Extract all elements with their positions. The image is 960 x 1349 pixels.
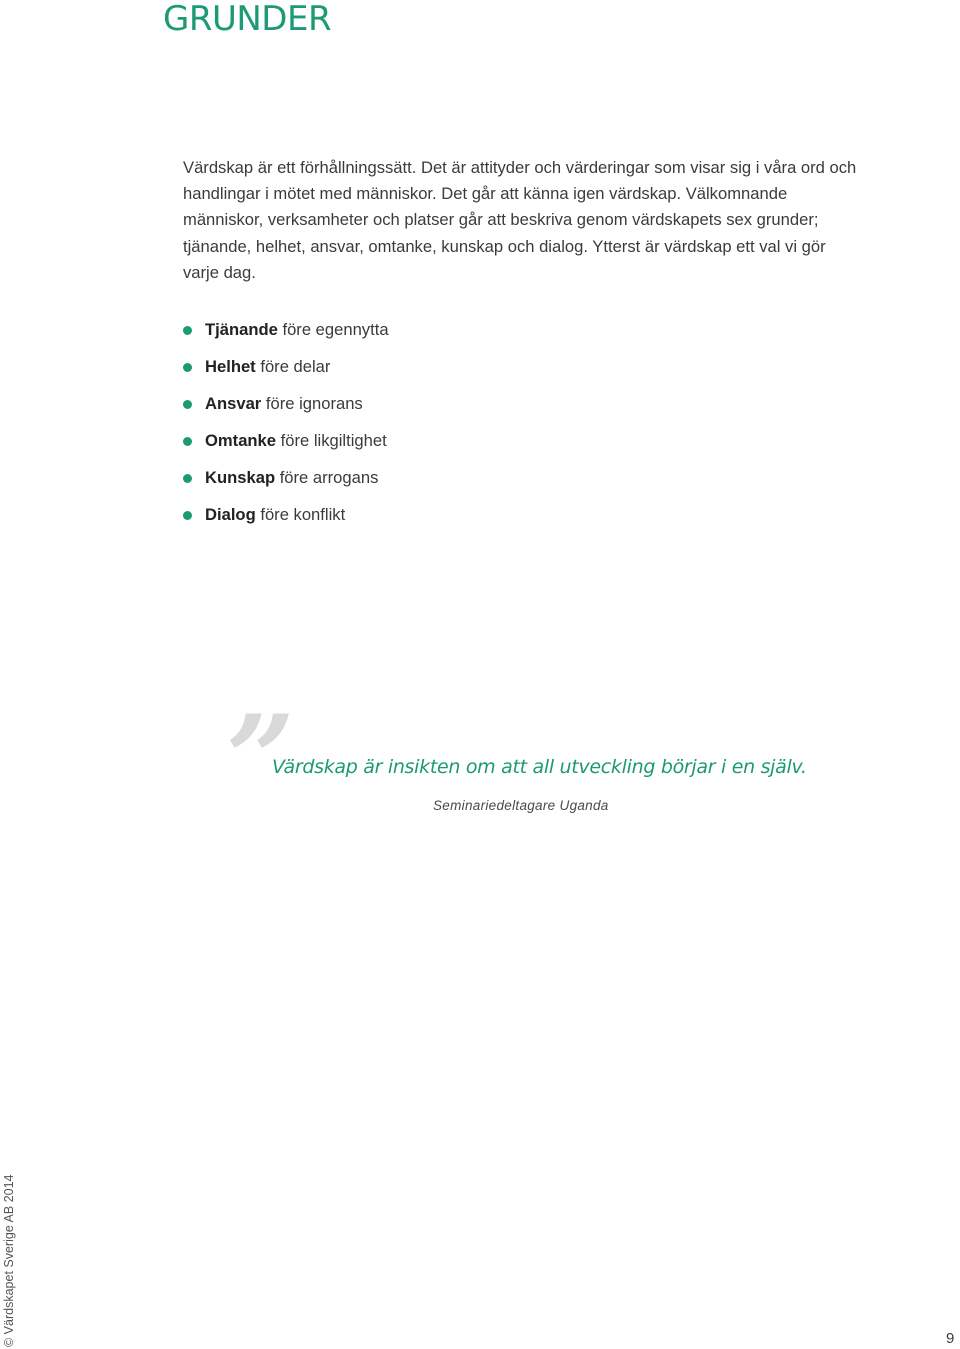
quote-attribution: Seminariedeltagare Uganda: [433, 798, 609, 813]
value-description: före likgiltighet: [276, 431, 387, 450]
bullet-icon: [183, 437, 192, 446]
list-item: [183, 354, 389, 391]
page-title: GRUNDER: [163, 0, 332, 39]
list-item: [183, 502, 389, 539]
value-description: före ignorans: [261, 394, 363, 413]
value-description: före arrogans: [275, 468, 379, 487]
list-item: [183, 317, 389, 354]
copyright-container: [1, 1175, 17, 1349]
value-term: Dialog: [205, 505, 256, 524]
value-term: Tjänande: [205, 320, 278, 339]
value-description: före delar: [255, 357, 331, 376]
bullet-icon: [183, 400, 192, 409]
bullet-icon: [183, 363, 192, 372]
bullet-icon: [183, 326, 192, 335]
pull-quote: Värdskap är insikten om att all utveckling börjar i en själv.: [272, 756, 807, 778]
values-list: [183, 317, 389, 539]
copyright-notice: © Värdskapet Sverige AB 2014: [2, 1174, 16, 1347]
value-term: Helhet: [205, 357, 256, 376]
intro-paragraph: Värdskap är ett förhållningssätt. Det är attityder och värderingar som visar sig i våra ord och handlingar i mötet med människor. Det går att känna igen värdskap. Välkomnande människor, verksamheter och platser går att beskriva genom värdskapets sex grunder; tjänande, helhet, ansvar, omtanke, kunskap och dialog. Ytterst är värdskap ett val vi gör varje dag.: [183, 158, 857, 282]
bullet-icon: [183, 511, 192, 520]
page-number: 9: [946, 1330, 955, 1347]
list-item: [183, 465, 389, 502]
quote-mark-icon: ”: [226, 689, 296, 830]
value-description: före egennytta: [277, 320, 389, 339]
bullet-icon: [183, 474, 192, 483]
value-term: Ansvar: [205, 394, 262, 413]
value-term: Omtanke: [205, 431, 277, 450]
value-description: före konflikt: [255, 505, 346, 524]
list-item: [183, 428, 389, 465]
value-term: Kunskap: [205, 468, 276, 487]
list-item: [183, 391, 389, 428]
